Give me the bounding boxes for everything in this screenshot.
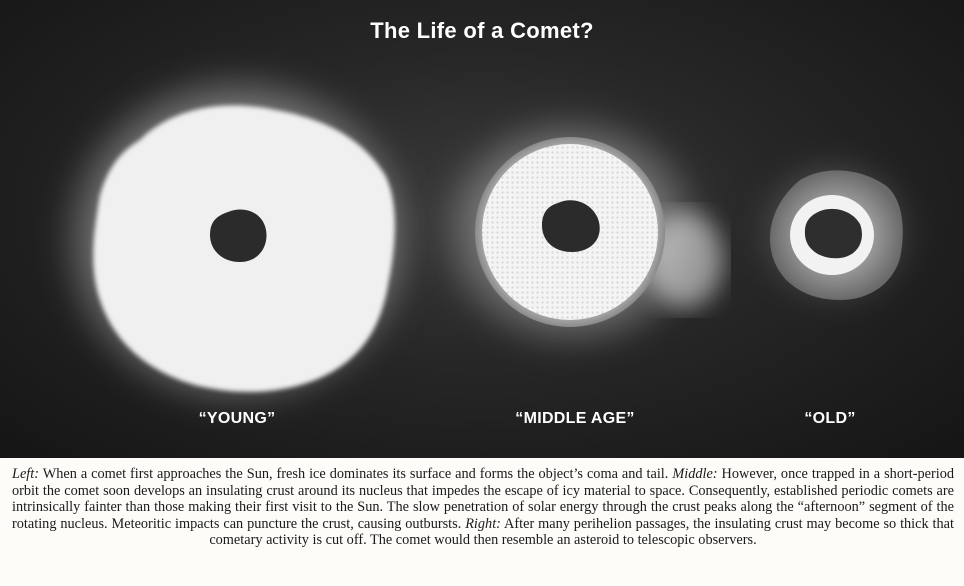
figure-title: The Life of a Comet? <box>370 18 594 43</box>
label-middle-age: “MIDDLE AGE” <box>515 410 635 427</box>
middle-age-comet <box>432 107 723 357</box>
label-young: “YOUNG” <box>198 410 276 427</box>
caption-left-label: Left: <box>12 466 40 482</box>
young-comet <box>52 65 422 415</box>
figure-caption <box>12 466 954 549</box>
caption-middle-text: However, once trapped in a short-period orbit the comet soon develops an insulating crust around its nucleus that impedes the escape of icy material to space. Consequently, established periodic comets are intrinsically fainter than those making their first visit to the Sun. The slow penetration of solar energy through the crust peaks along the “afternoon” segment of the rotating nucleus. Meteoritic impacts can puncture the crust, causing outbursts. <box>12 466 954 532</box>
caption-middle-label: Middle: <box>672 466 718 482</box>
old-comet <box>750 152 920 312</box>
caption-left-text: When a comet first approaches the Sun, fresh ice dominates its surface and forms the object’s coma and tail. <box>39 466 673 482</box>
young-nucleus <box>210 209 266 262</box>
caption-right-text: After many perihelion passages, the insulating crust may become so thick that cometary activity is cut off. The comet would then resemble an asteroid to telescopic observers. <box>209 515 954 549</box>
caption-right-label: Right: <box>465 515 501 532</box>
label-old: “OLD” <box>804 410 856 427</box>
